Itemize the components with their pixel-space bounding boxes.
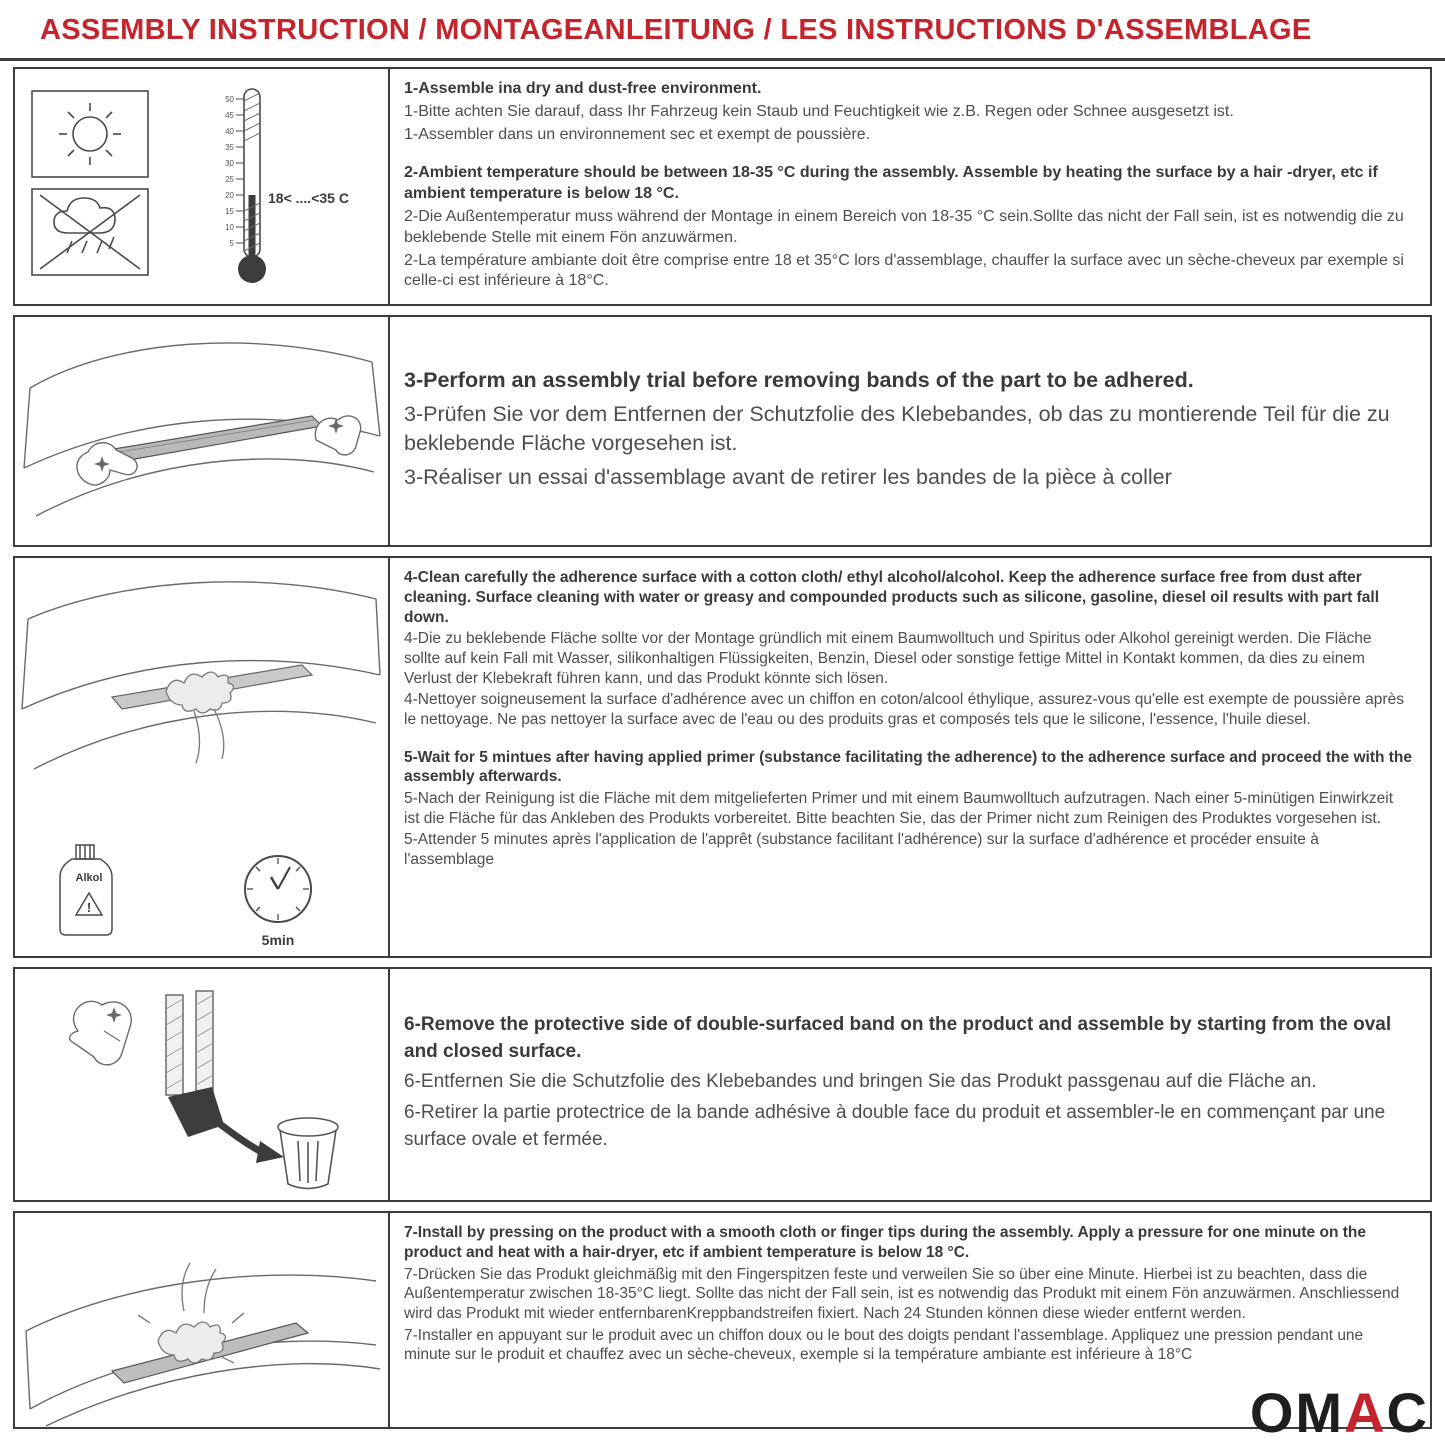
instruction-1-fr: 1-Assembler dans un environnement sec et exempt de poussière. xyxy=(404,125,871,143)
section-environment-temperature xyxy=(13,67,1432,306)
warning-symbol: ! xyxy=(86,900,92,916)
logo-a: A xyxy=(1344,1381,1387,1444)
page-title: ASSEMBLY INSTRUCTION / MONTAGEANLEITUNG / LES INSTRUCTIONS D'ASSEMBLAGE xyxy=(0,0,1445,61)
trash-bin-icon xyxy=(278,1118,338,1189)
logo-om: OM xyxy=(1249,1381,1345,1444)
illustration-cell-3 xyxy=(15,558,390,956)
arrow-to-trash-icon xyxy=(216,1121,284,1163)
illustration-cell-1 xyxy=(15,69,390,304)
instruction-3-fr: 3-Réaliser un essai d'assemblage avant de retirer les bandes de la pièce à coller xyxy=(404,464,1172,489)
door-sill-trial-illustration xyxy=(16,318,387,544)
svg-text:30: 30 xyxy=(225,159,234,169)
svg-text:25: 25 xyxy=(225,175,234,185)
svg-text:50: 50 xyxy=(225,95,234,105)
instruction-2-de: 2-Die Außentemperatur muss während der Montage in einem Bereich von 18-35 °C sein.Sollte das nicht der Fall sein, ist es notwendig die zu beklebende Stelle mit einem Fön anzuwärmen. xyxy=(404,207,1404,246)
instruction-7-en: 7-Install by pressing on the product with a smooth cloth or finger tips during the assembly. Apply a pressure for one minute on the product and heat with a hair-dryer, etc if ambient temperature is below 18 °C. xyxy=(404,1224,1366,1261)
text-cell-2 xyxy=(390,317,1430,545)
bottle-label: Alkol xyxy=(75,872,103,885)
svg-text:5: 5 xyxy=(229,239,234,249)
instruction-2-fr: 2-La température ambiante doit être comprise entre 18 et 35°C lors d'assemblage, chauffer la surface avec un sèche-cheveux par exemple si celle-ci est inférieure à 18°C. xyxy=(404,251,1404,290)
band-removal-illustration xyxy=(16,969,387,1200)
instruction-6-de: 6-Entfernen Sie die Schutzfolie des Klebebandes und bringen Sie das Produkt passgenau auf die Fläche an. xyxy=(404,1071,1317,1093)
instruction-5-en: 5-Wait for 5 mintues after having applied primer (substance facilitating the adherence) to the adherence surface and proceed the with the assembly afterwards. xyxy=(404,748,1412,786)
text-cell-4 xyxy=(390,969,1430,1200)
section-cleaning-primer xyxy=(13,556,1432,958)
door-sill-sketch xyxy=(22,582,380,769)
svg-text:10: 10 xyxy=(225,223,234,233)
instruction-1-en: 1-Assemble ina dry and dust-free environment. xyxy=(404,80,762,97)
alcohol-bottle-icon xyxy=(60,845,112,935)
svg-text:40: 40 xyxy=(225,127,234,137)
environment-illustration xyxy=(16,75,387,298)
instruction-3-de: 3-Prüfen Sie vor dem Entfernen der Schutzfolie des Klebebandes, ob das zu montierende Teil für die zu beklebende Fläche vorgesehen ist. xyxy=(404,401,1390,456)
instruction-6-en: 6-Remove the protective side of double-surfaced band on the product and assemble by starting from the oval and closed surface. xyxy=(404,1014,1392,1062)
svg-text:45: 45 xyxy=(225,111,234,121)
thermometer-icon xyxy=(225,89,349,283)
text-cell-3 xyxy=(390,558,1430,956)
instruction-5-de: 5-Nach der Reinigung ist die Fläche mit dem mitgelieferten Primer und mit einem Baumwolltuch aufzutragen. Nach einer 5-minütigen Einwirkzeit ist die Fläche für das Ankleben des Produkts vorbereitet. Bitte beachten Sie, das der Primer nicht zum Reinigen des Produktes vorgesehen ist. xyxy=(404,789,1394,827)
svg-text:35: 35 xyxy=(225,143,234,153)
instruction-7-fr: 7-Installer en appuyant sur le produit avec un chiffon doux ou le bout des doigts pendant l'assemblage. Appliquez une pression pendant une minute sur le produit et chauffez avec un sèche-cheveux, exemple si la température ambiante est inférieure à 18°C xyxy=(404,1326,1364,1364)
instruction-3-en: 3-Perform an assembly trial before removing bands of the part to be adhered. xyxy=(404,367,1194,392)
temperature-range-label: 18< ....<35 C xyxy=(268,190,349,207)
illustration-cell-2 xyxy=(15,317,390,545)
hand-icon xyxy=(70,1002,132,1066)
section-assembly-trial xyxy=(13,315,1432,547)
instruction-2-en: 2-Ambient temperature should be between 18-35 °C during the assembly. Assemble by heating the surface by a hair -dryer, etc if ambient temperature is below 18 °C. xyxy=(404,164,1378,203)
logo-c: C xyxy=(1386,1381,1429,1444)
hand-pressing-icon xyxy=(182,1263,216,1313)
instruction-6-fr: 6-Retirer la partie protectrice de la bande adhésive à double face du produit et assembler-le en commençant par une surface ovale et fermée. xyxy=(404,1101,1386,1150)
instruction-4-en: 4-Clean carefully the adherence surface with a cotton cloth/ ethyl alcohol/alcohol. Keep the adherence surface free from dust after cleaning. Surface cleaning with water or greasy and compounded products such as silicone, gasoline, diesel oil results with part fall down. xyxy=(404,569,1380,626)
sun-icon xyxy=(32,91,148,177)
instruction-4-fr: 4-Nettoyer soigneusement la surface d'adhérence avec un chiffon en coton/alcool éthylique, assurez-vous qu'elle est exempte de poussière après le nettoyage. Ne pas nettoyer la surface avec de l'eau ou des produits gras et composés tels que le silicone, l'essence, l'huile diesel. xyxy=(404,691,1404,728)
cleaning-cloth-icon xyxy=(166,672,234,713)
instruction-4-de: 4-Die zu beklebende Fläche sollte vor der Montage gründlich mit einem Baumwolltuch und Spiritus oder Alkohol gereinigt werden. Die Fläche sollte auf kein Fall mit Wasser, silikonhaltigen Flüssigkeiten, Benzin, Diesel oder sonstige fettige Mittel in Kontakt kommen, da dies zu einem Verlust der Klebekraft führen kann, und das Produkt könnte sich lösen. xyxy=(404,630,1372,687)
cleaning-illustration xyxy=(16,559,387,955)
section-remove-protective-band xyxy=(13,967,1432,1202)
instruction-5-fr: 5-Attender 5 minutes après l'application de l'apprêt (substance facilitant l'adhérence) sur la surface d'adhérence et procéder ensuite à l'assemblage xyxy=(404,831,1319,868)
trim-strip xyxy=(108,416,322,462)
section-press-install xyxy=(13,1211,1432,1429)
illustration-cell-4 xyxy=(15,969,390,1200)
svg-text:20: 20 xyxy=(225,191,234,201)
pressing-illustration xyxy=(16,1213,387,1427)
illustration-cell-5 xyxy=(15,1213,390,1427)
omac-logo xyxy=(1249,1381,1429,1444)
instruction-7-de: 7-Drücken Sie das Produkt gleichmäßig mit den Fingerspitzen feste und verweilen Sie so über eine Minute. Hierbei ist zu beachten, dass die Außentemperatur zwischen 18-35°C liegt. Sollte das nicht der Fall sein, ist es notwendig das Produkt mit einem Fön anzuwärmen. Anschliessend wird das Produkt mit wieder entfernbarenKreppbandstreifen fixiert. Nach 24 Stunden können diese wieder entfernt werden. xyxy=(404,1265,1400,1322)
instruction-rows xyxy=(0,61,1445,1429)
no-rain-icon xyxy=(32,189,148,275)
svg-text:15: 15 xyxy=(225,207,234,217)
text-cell-1 xyxy=(390,69,1430,304)
adhesive-band-strips xyxy=(166,991,224,1137)
instruction-1-de: 1-Bitte achten Sie darauf, dass Ihr Fahrzeug kein Staub und Feuchtigkeit wie z.B. Regen oder Schnee ausgesetzt ist. xyxy=(404,102,1234,120)
clock-label: 5min xyxy=(261,932,295,949)
clock-icon xyxy=(245,856,311,948)
